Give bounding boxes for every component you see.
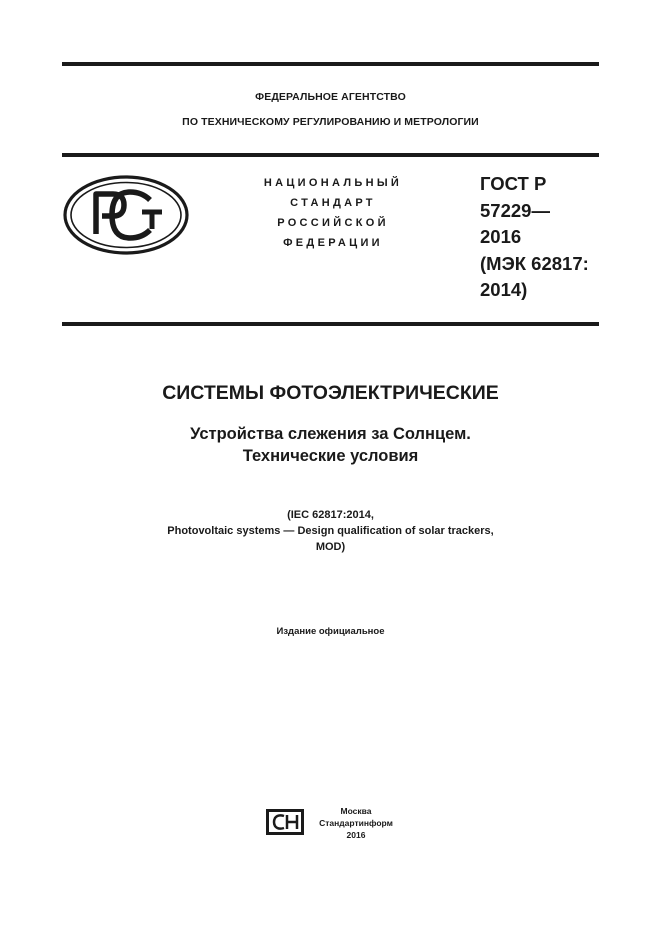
- iec-reference-line-2: Photovoltaic systems — Design qualification of solar trackers,: [167, 525, 494, 537]
- header-bottom-rule: [62, 322, 599, 326]
- standard-designation: [480, 171, 600, 304]
- designation-line-4: (МЭК 62817:: [480, 252, 589, 274]
- agency-line-2: ПО ТЕХНИЧЕСКОМУ РЕГУЛИРОВАНИЮ И МЕТРОЛОГИИ: [182, 116, 479, 128]
- designation-line-1: ГОСТ Р: [480, 173, 547, 194]
- standartinform-logo-icon: [265, 808, 305, 836]
- edition-label: Издание официальное: [276, 626, 385, 637]
- standard-type-line-2: СТАНДАРТ: [290, 197, 376, 209]
- designation-line-3: 2016: [480, 226, 522, 247]
- standard-type-line-4: ФЕДЕРАЦИИ: [283, 237, 383, 249]
- standard-type-line-1: НАЦИОНАЛЬНЫЙ: [263, 177, 403, 189]
- document-subtitle: [62, 423, 599, 467]
- designation-line-2: 57229—: [480, 199, 550, 221]
- iec-reference: [62, 507, 599, 555]
- publisher-info: [306, 805, 406, 841]
- document-title: СИСТЕМЫ ФОТОЭЛЕКТРИЧЕСКИЕ: [162, 382, 499, 404]
- standard-type-line-3: РОССИЙСКОЙ: [277, 217, 389, 229]
- subtitle-line-1: Устройства слежения за Солнцем.: [190, 425, 471, 443]
- standard-type-label: [228, 173, 438, 253]
- gost-r-logo-icon: [62, 174, 190, 256]
- agency-line-1: ФЕДЕРАЛЬНОЕ АГЕНТСТВО: [255, 91, 406, 103]
- top-rule: [62, 62, 599, 66]
- iec-reference-line-3: MOD): [315, 541, 346, 553]
- publisher-name: Стандартинформ: [319, 818, 393, 828]
- publisher-year: 2016: [346, 830, 366, 840]
- header-rule: [62, 153, 599, 157]
- iec-reference-line-1: (IEC 62817:2014,: [287, 509, 374, 521]
- designation-line-5: 2014): [480, 279, 528, 300]
- publisher-city: Москва: [340, 806, 372, 816]
- subtitle-line-2: Технические условия: [242, 447, 419, 465]
